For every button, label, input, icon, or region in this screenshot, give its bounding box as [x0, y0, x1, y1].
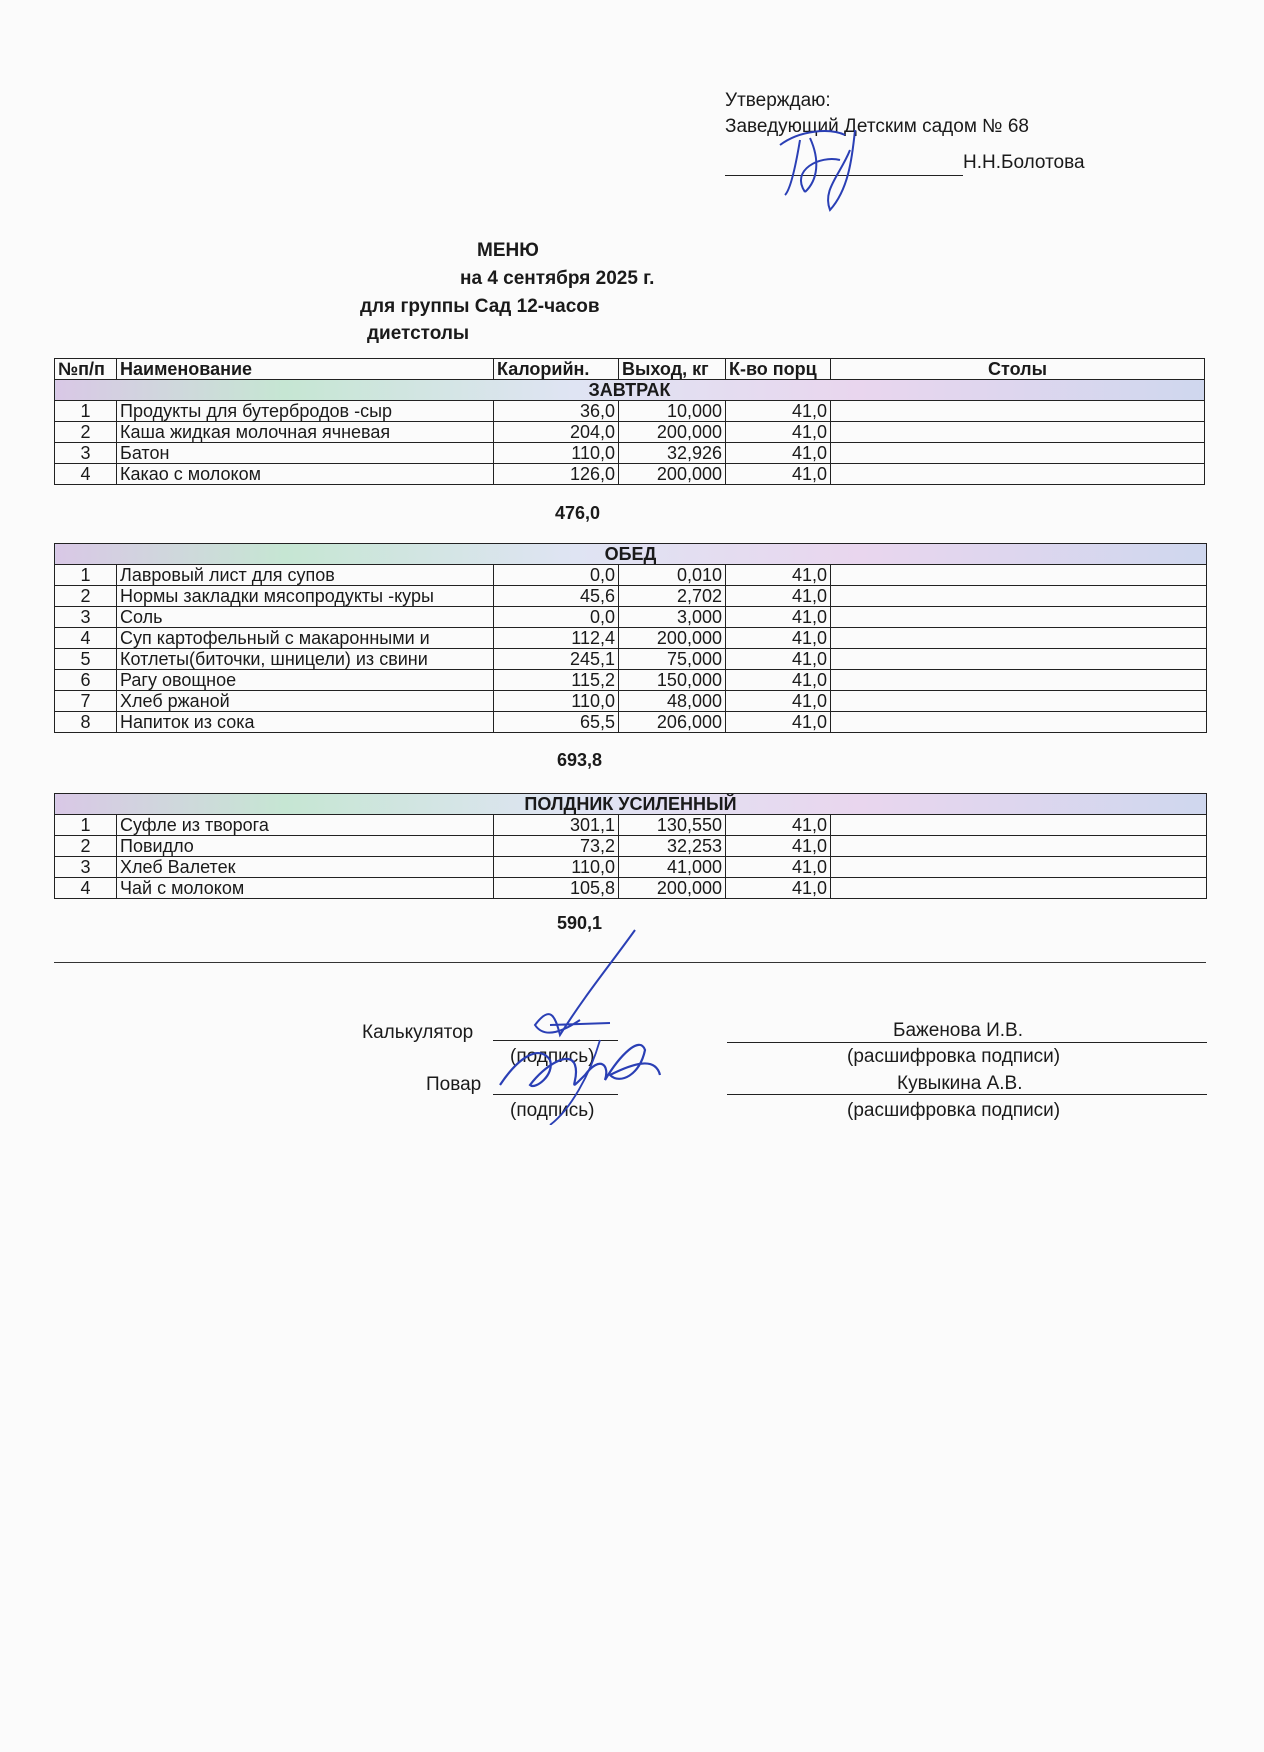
- row-portions: 41,0: [726, 649, 831, 670]
- row-name: Чай с молоком: [117, 878, 494, 899]
- row-number: 4: [55, 464, 117, 485]
- row-name: Напиток из сока: [117, 712, 494, 733]
- row-tables: [831, 649, 1207, 670]
- row-name: Каша жидкая молочная ячневая: [117, 422, 494, 443]
- row-tables: [831, 836, 1207, 857]
- row-output: 75,000: [619, 649, 726, 670]
- row-portions: 41,0: [726, 857, 831, 878]
- row-calories: 73,2: [494, 836, 619, 857]
- row-output: 3,000: [619, 607, 726, 628]
- row-portions: 41,0: [726, 443, 831, 464]
- row-portions: 41,0: [726, 836, 831, 857]
- row-number: 6: [55, 670, 117, 691]
- row-name: Соль: [117, 607, 494, 628]
- row-calories: 112,4: [494, 628, 619, 649]
- row-portions: 41,0: [726, 464, 831, 485]
- row-calories: 65,5: [494, 712, 619, 733]
- table-header-row: [55, 359, 1205, 380]
- row-number: 4: [55, 628, 117, 649]
- table-row: [55, 443, 1205, 464]
- row-name: Хлеб ржаной: [117, 691, 494, 712]
- breakfast-table: [54, 358, 1205, 485]
- section-header: ЗАВТРАК: [55, 380, 1205, 401]
- row-name: Рагу овощное: [117, 670, 494, 691]
- row-tables: [831, 815, 1207, 836]
- table-row: [55, 607, 1207, 628]
- row-number: 4: [55, 878, 117, 899]
- table-row: [55, 628, 1207, 649]
- row-calories: 115,2: [494, 670, 619, 691]
- row-output: 206,000: [619, 712, 726, 733]
- row-number: 5: [55, 649, 117, 670]
- row-output: 0,010: [619, 565, 726, 586]
- row-output: 200,000: [619, 464, 726, 485]
- calculator-decode-line: [727, 1042, 1207, 1043]
- row-tables: [831, 401, 1205, 422]
- breakfast-total: 476,0: [555, 503, 601, 523]
- row-portions: 41,0: [726, 401, 831, 422]
- row-tables: [831, 628, 1207, 649]
- row-tables: [831, 565, 1207, 586]
- row-calories: 110,0: [494, 857, 619, 878]
- row-calories: 126,0: [494, 464, 619, 485]
- cook-label: Повар: [426, 1074, 482, 1095]
- row-tables: [831, 443, 1205, 464]
- row-number: 7: [55, 691, 117, 712]
- row-number: 3: [55, 857, 117, 878]
- row-output: 10,000: [619, 401, 726, 422]
- menu-title: МЕНЮ: [477, 240, 539, 261]
- row-output: 41,000: [619, 857, 726, 878]
- snack-table: [54, 793, 1207, 899]
- row-portions: 41,0: [726, 670, 831, 691]
- menu-subtitle: диетстолы: [367, 323, 470, 344]
- row-calories: 301,1: [494, 815, 619, 836]
- lunch-total: 693,8: [557, 750, 603, 770]
- row-portions: 41,0: [726, 815, 831, 836]
- row-calories: 105,8: [494, 878, 619, 899]
- lunch-table: [54, 543, 1207, 733]
- cook-decode-hint: (расшифровка подписи): [847, 1100, 1061, 1121]
- row-output: 200,000: [619, 422, 726, 443]
- row-tables: [831, 607, 1207, 628]
- row-number: 8: [55, 712, 117, 733]
- row-output: 2,702: [619, 586, 726, 607]
- section-header: ПОЛДНИК УСИЛЕННЫЙ: [55, 794, 1207, 815]
- calculator-label: Калькулятор: [362, 1022, 474, 1043]
- table-row: [55, 649, 1207, 670]
- table-row: [55, 857, 1207, 878]
- col-output: Выход, кг: [619, 359, 726, 380]
- col-number: №п/п: [55, 359, 117, 380]
- row-number: 3: [55, 443, 117, 464]
- row-calories: 0,0: [494, 607, 619, 628]
- row-calories: 0,0: [494, 565, 619, 586]
- row-name: Котлеты(биточки, шницели) из свини: [117, 649, 494, 670]
- menu-group: для группы Сад 12-часов: [360, 296, 600, 317]
- row-output: 32,926: [619, 443, 726, 464]
- calculator-name: Баженова И.В.: [893, 1020, 1023, 1041]
- row-number: 1: [55, 565, 117, 586]
- row-portions: 41,0: [726, 712, 831, 733]
- col-calories: Калорийн.: [494, 359, 619, 380]
- director-signature: [760, 100, 880, 220]
- table-row: [55, 712, 1207, 733]
- row-output: 130,550: [619, 815, 726, 836]
- row-portions: 41,0: [726, 691, 831, 712]
- row-tables: [831, 422, 1205, 443]
- row-tables: [831, 857, 1207, 878]
- row-tables: [831, 878, 1207, 899]
- snack-total: 590,1: [557, 913, 603, 933]
- row-number: 2: [55, 586, 117, 607]
- approval-label: Утверждаю:: [725, 90, 831, 111]
- col-tables: Столы: [831, 359, 1205, 380]
- row-name: Лавровый лист для супов: [117, 565, 494, 586]
- table-row: [55, 670, 1207, 691]
- row-number: 3: [55, 607, 117, 628]
- row-calories: 204,0: [494, 422, 619, 443]
- row-tables: [831, 691, 1207, 712]
- row-portions: 41,0: [726, 878, 831, 899]
- row-output: 150,000: [619, 670, 726, 691]
- row-calories: 110,0: [494, 691, 619, 712]
- row-name: Продукты для бутербродов -сыр: [117, 401, 494, 422]
- table-row: [55, 586, 1207, 607]
- row-number: 1: [55, 401, 117, 422]
- row-portions: 41,0: [726, 628, 831, 649]
- table-row: [55, 836, 1207, 857]
- table-row: [55, 815, 1207, 836]
- row-name: Какао с молоком: [117, 464, 494, 485]
- menu-date: на 4 сентября 2025 г.: [460, 268, 655, 289]
- row-number: 1: [55, 815, 117, 836]
- row-tables: [831, 670, 1207, 691]
- table-row: [55, 691, 1207, 712]
- calculator-sign-hint: (подпись): [510, 1046, 595, 1067]
- row-name: Батон: [117, 443, 494, 464]
- row-number: 2: [55, 836, 117, 857]
- col-name: Наименование: [117, 359, 494, 380]
- row-output: 48,000: [619, 691, 726, 712]
- row-tables: [831, 464, 1205, 485]
- table-row: [55, 565, 1207, 586]
- table-row: [55, 401, 1205, 422]
- row-name: Нормы закладки мясопродукты -куры: [117, 586, 494, 607]
- calculator-decode-hint: (расшифровка подписи): [847, 1046, 1061, 1067]
- row-calories: 110,0: [494, 443, 619, 464]
- cook-sign-hint: (подпись): [510, 1100, 595, 1121]
- row-portions: 41,0: [726, 607, 831, 628]
- cook-decode-line: [727, 1094, 1207, 1095]
- row-name: Суфле из творога: [117, 815, 494, 836]
- row-calories: 36,0: [494, 401, 619, 422]
- approval-position: Заведующий Детским садом № 68: [725, 116, 1029, 137]
- table-row: [55, 422, 1205, 443]
- table-row: [55, 464, 1205, 485]
- row-tables: [831, 712, 1207, 733]
- row-calories: 245,1: [494, 649, 619, 670]
- col-portions: К-во порц: [726, 359, 831, 380]
- row-portions: 41,0: [726, 586, 831, 607]
- row-calories: 45,6: [494, 586, 619, 607]
- row-tables: [831, 586, 1207, 607]
- row-name: Суп картофельный с макаронными и: [117, 628, 494, 649]
- table-row: [55, 878, 1207, 899]
- row-number: 2: [55, 422, 117, 443]
- row-portions: 41,0: [726, 565, 831, 586]
- row-portions: 41,0: [726, 422, 831, 443]
- row-output: 200,000: [619, 878, 726, 899]
- row-name: Хлеб Валетек: [117, 857, 494, 878]
- staff-signatures: [490, 925, 680, 1125]
- row-output: 200,000: [619, 628, 726, 649]
- cook-name: Кувыкина А.В.: [897, 1073, 1023, 1094]
- row-output: 32,253: [619, 836, 726, 857]
- section-header: ОБЕД: [55, 544, 1207, 565]
- row-name: Повидло: [117, 836, 494, 857]
- approval-name: Н.Н.Болотова: [963, 152, 1085, 173]
